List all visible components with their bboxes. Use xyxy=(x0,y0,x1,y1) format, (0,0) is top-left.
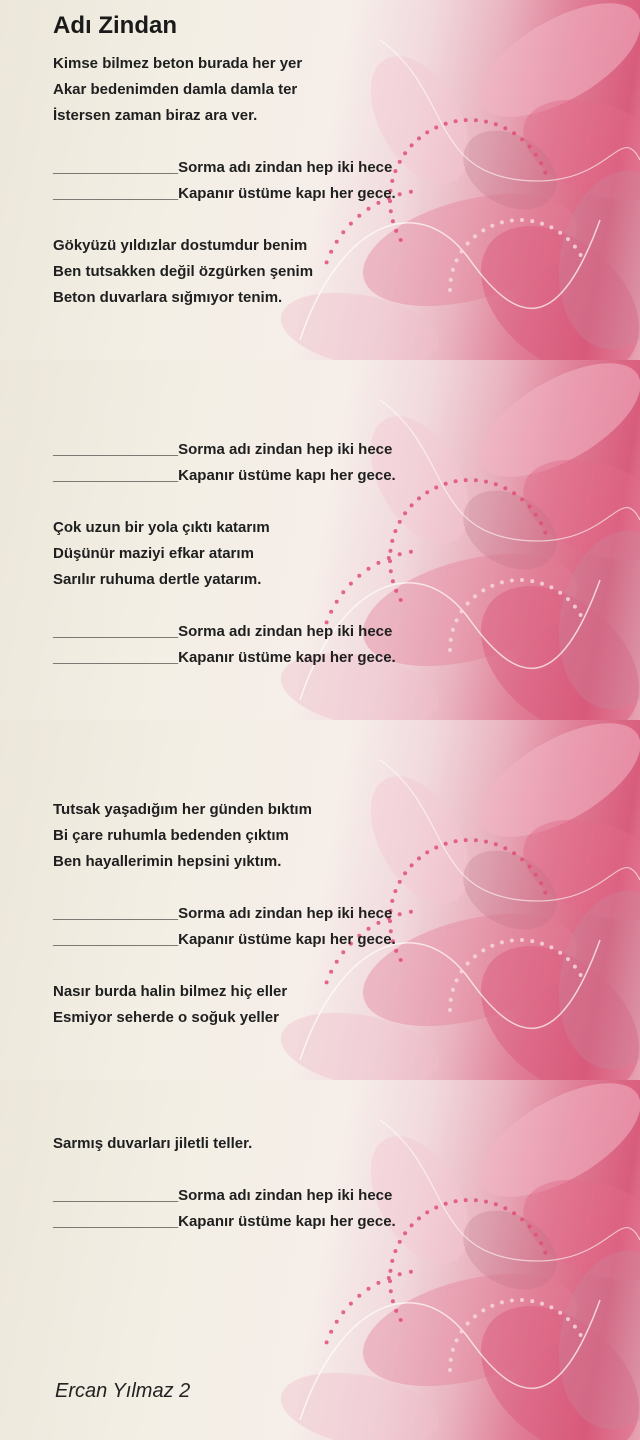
poem-line: _______________Sorma adı zindan hep iki hece xyxy=(53,159,393,176)
poem-line: Çok uzun bir yola çıktı katarım xyxy=(53,519,270,536)
poem-line: _______________Kapanır üstüme kapı her gece. xyxy=(53,1213,396,1230)
poem-line: Sarmış duvarları jiletli teller. xyxy=(53,1135,253,1152)
poem-line: Akar bedenimden damla damla ter xyxy=(53,81,298,98)
poem-line: Esmiyor seherde o soğuk yeller xyxy=(53,1009,279,1026)
poem-line: Sarılır ruhuma dertle yatarım. xyxy=(53,571,262,588)
poem-line: _______________Sorma adı zindan hep iki hece xyxy=(53,441,393,458)
poem-line: Gökyüzü yıldızlar dostumdur benim xyxy=(53,237,308,254)
poem-line: _______________Kapanır üstüme kapı her gece. xyxy=(53,467,396,484)
poem-line: Beton duvarlara sığmıyor tenim. xyxy=(53,289,283,306)
poem-line: _______________Sorma adı zindan hep iki hece xyxy=(53,905,393,922)
poem-line: Bi çare ruhumla bedenden çıktım xyxy=(53,827,289,844)
poem-line: Düşünür maziyi efkar atarım xyxy=(53,545,254,562)
poem-line: İstersen zaman biraz ara ver. xyxy=(53,107,258,124)
poem-line: _______________Kapanır üstüme kapı her gece. xyxy=(53,185,396,202)
poem-line: Ben tutsakken değil özgürken şenim xyxy=(53,263,314,280)
poem-body xyxy=(53,0,613,1440)
poem-author: Ercan Yılmaz 2 xyxy=(55,1380,191,1402)
poem-line: Nasır burda halin bilmez hiç eller xyxy=(53,983,288,1000)
poem-line: Kimse bilmez beton burada her yer xyxy=(53,55,303,72)
poem-line: Tutsak yaşadığım her günden bıktım xyxy=(53,801,312,818)
poem-line: _______________Sorma adı zindan hep iki hece xyxy=(53,623,393,640)
poem-line: _______________Sorma adı zindan hep iki hece xyxy=(53,1187,393,1204)
poem-line: _______________Kapanır üstüme kapı her gece. xyxy=(53,649,396,666)
poem-line: Ben hayallerimin hepsini yıktım. xyxy=(53,853,282,870)
poem-title: Adı Zindan xyxy=(53,12,177,39)
poem-line: _______________Kapanır üstüme kapı her gece. xyxy=(53,931,396,948)
